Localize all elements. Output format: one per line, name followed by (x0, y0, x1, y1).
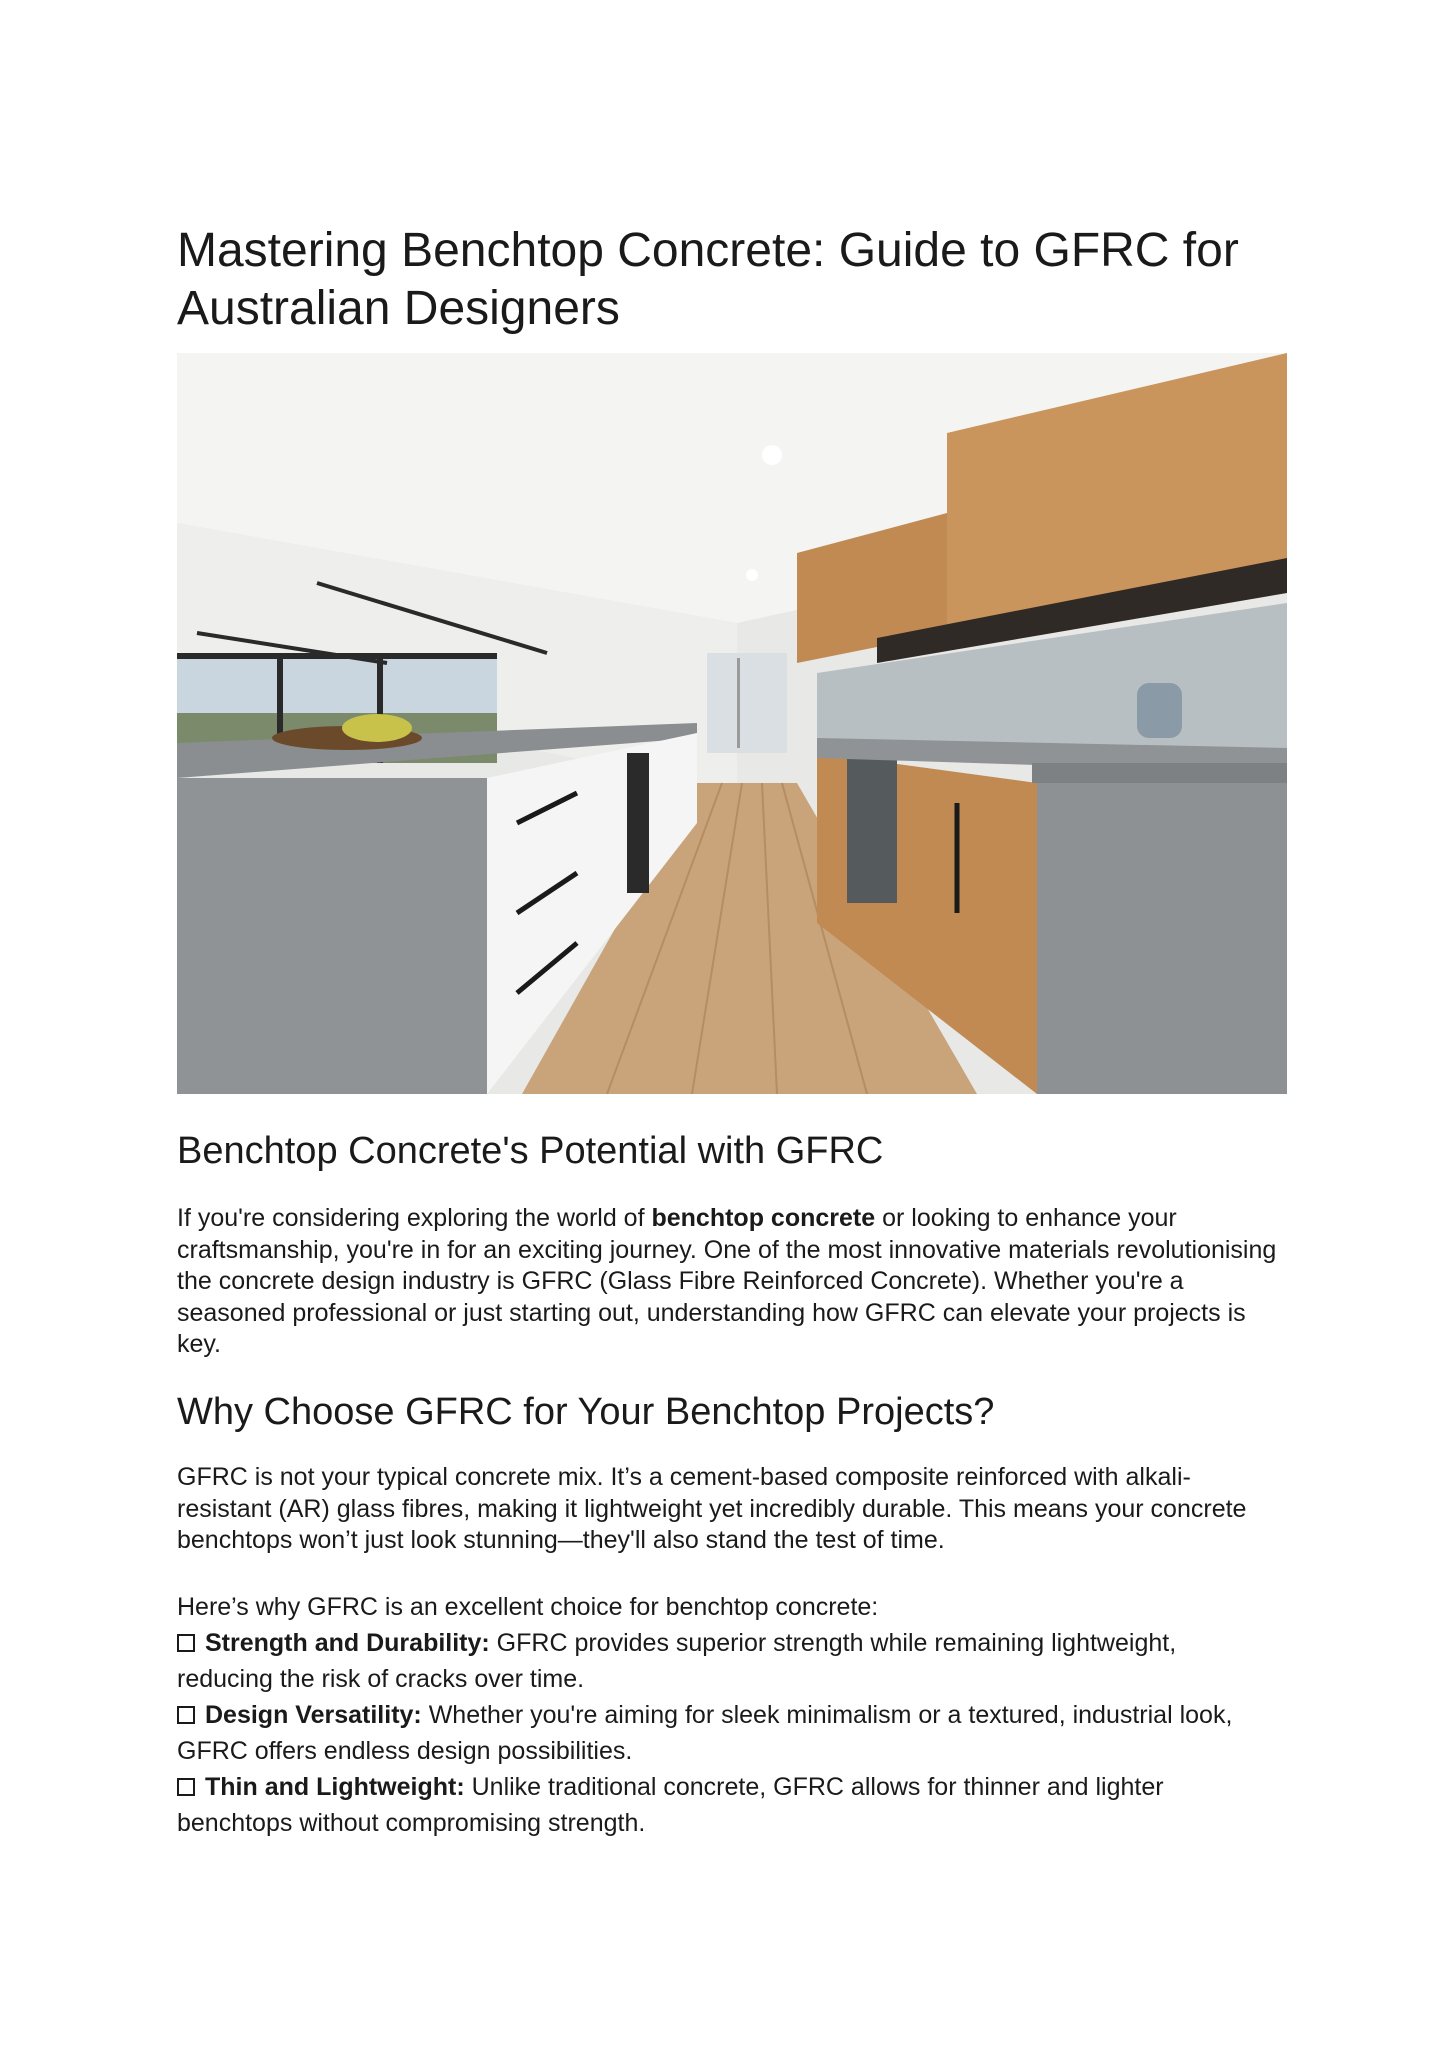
gfrc-paragraph: GFRC is not your typical concrete mix. It’s a cement-based composite reinforced with alkali-resistant (AR) glass fibres, making it lightweight yet incredibly durable. This means your concrete benchtops won’t just look stunning—they'll also stand the test of time. (177, 1463, 1247, 1554)
list-item (177, 1625, 1277, 1697)
benefit-label: Design Versatility: (205, 1701, 422, 1729)
benefit-label: Strength and Durability: (205, 1629, 490, 1657)
kitchen-photo (177, 353, 1287, 1094)
benefit-label: Thin and Lightweight: (205, 1773, 465, 1801)
checkbox-icon (177, 1706, 195, 1724)
section-heading-why: Why Choose GFRC for Your Benchtop Projects? (177, 1391, 995, 1433)
benefits-lead: Here’s why GFRC is an excellent choice for benchtop concrete: (177, 1593, 879, 1621)
benefit-text: Whether you're aiming for sleek minimalism or a textured, industrial look, GFRC offers endless design possibilities. (177, 1701, 1233, 1765)
document-title: Mastering Benchtop Concrete: Guide to GFRC for Australian Designers (177, 224, 1239, 335)
intro-bold-term: benchtop concrete (651, 1204, 876, 1232)
benefit-text: GFRC provides superior strength while remaining lightweight, reducing the risk of cracks over time. (177, 1629, 1177, 1693)
benefit-text: Unlike traditional concrete, GFRC allows for thinner and lighter benchtops without compromising strength. (177, 1773, 1164, 1837)
benefits-list (177, 1625, 1277, 1841)
list-item (177, 1697, 1277, 1769)
checkbox-icon (177, 1778, 195, 1796)
intro-paragraph (177, 1203, 1277, 1361)
intro-text-start: If you're considering exploring the world of (177, 1204, 652, 1232)
checkbox-icon (177, 1634, 195, 1652)
intro-text-end: or looking to enhance your craftsmanship, you're in for an exciting journey. One of the most innovative materials revolutionising the concrete design industry is GFRC (Glass Fibre Reinforced Concrete). Whether you're a seasoned professional or just starting out, understanding how GFRC can elevate your projects is key. (177, 1204, 1277, 1358)
list-item (177, 1769, 1277, 1841)
section-heading-potential: Benchtop Concrete's Potential with GFRC (177, 1130, 884, 1172)
kitchen-illustration (177, 353, 1287, 1094)
